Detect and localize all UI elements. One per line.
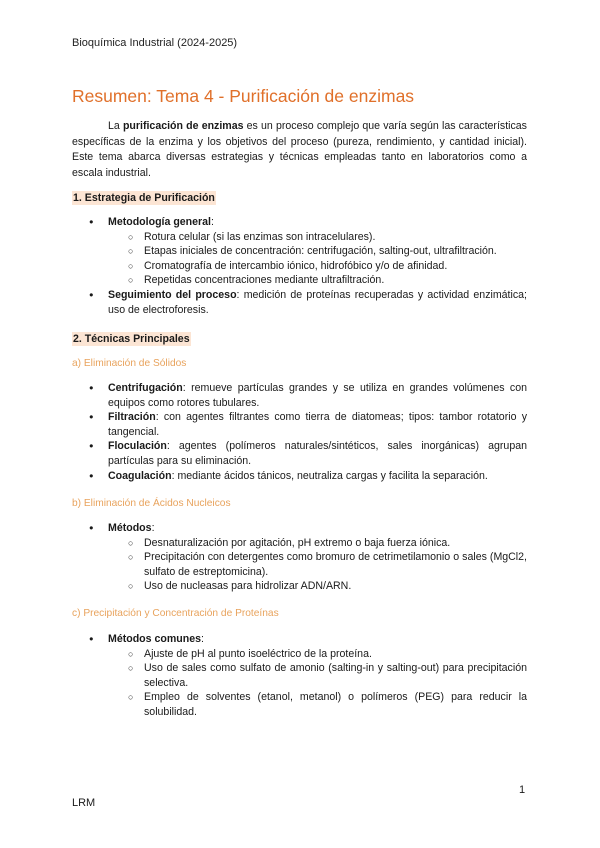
intro-bold-term: purificación de enzimas — [122, 120, 244, 132]
list-item — [72, 410, 527, 439]
item-label: Metodología general — [108, 216, 212, 228]
nucleic-acids-list — [72, 521, 527, 594]
list-item — [72, 632, 527, 720]
list-item — [72, 288, 527, 317]
item-label: Métodos — [108, 522, 152, 534]
list-item — [72, 439, 527, 468]
item-text: : remueve partículas grandes y se utiliza en grandes volúmenes con equipos como rotores tubulares. — [108, 382, 527, 409]
sub-list — [108, 536, 527, 594]
page-number: 1 — [519, 784, 526, 796]
section-heading-techniques: 2. Técnicas Principales — [73, 333, 190, 345]
sub-list-item: ○ Uso de sales como sulfato de amonio (salting-in y salting-out) para precipitación selectiva. — [108, 661, 527, 690]
item-text: : — [211, 216, 214, 228]
item-text: : mediante ácidos tánicos, neutraliza cargas y facilita la separación. — [171, 469, 488, 482]
document-title: Resumen: Tema 4 - Purificación de enzimas — [72, 86, 415, 106]
item-text: : — [151, 522, 155, 534]
sub-list-item: ○ Uso de nucleasas para hidrolizar ADN/ARN. — [108, 579, 527, 594]
sub-list-item: ○ Repetidas concentraciones mediante ultrafiltración. — [108, 273, 527, 288]
sub-list-item: ○ Cromatografía de intercambio iónico, hidrofóbico y/o de afinidad. — [108, 259, 527, 274]
subheading-nucleic-acids: b) Eliminación de Ácidos Nucleicos — [72, 498, 231, 509]
sub-list — [108, 230, 527, 288]
subheading-solids: a) Eliminación de Sólidos — [72, 358, 187, 369]
item-label: Coagulación — [108, 469, 172, 482]
list-item — [72, 381, 527, 410]
item-text: : — [201, 633, 204, 645]
item-label: Floculación — [108, 440, 167, 453]
item-text: : medición de proteínas recuperadas y actividad enzimática; uso de electroforesis. — [108, 288, 527, 316]
item-text: : agentes (polímeros naturales/sintéticos, sales inorgánicas) agrupan partículas para su eliminación. — [108, 440, 527, 467]
intro-text-post: es un proceso complejo que varía según las características específicas de la enzima y los objetivos del proceso (pureza, rendimiento, y cantidad inicial). Este tema abarca diversas estrategias y técnicas empleadas tanto en laboratorios como a escala industrial. — [72, 120, 527, 179]
section-heading-strategy: 1. Estrategia de Purificación — [73, 192, 215, 204]
item-label: Filtración — [108, 411, 156, 424]
item-label: Seguimiento del proceso — [108, 288, 237, 301]
running-header: Bioquímica Industrial (2024-2025) — [72, 37, 238, 49]
item-text: : con agentes filtrantes como tierra de diatomeas; tipos: tambor rotatorio y tangencial. — [108, 411, 527, 438]
sub-list-item: ○ Ajuste de pH al punto isoeléctrico de la proteína. — [108, 647, 527, 662]
list-item — [72, 215, 527, 288]
strategy-list — [72, 215, 527, 317]
sub-list-item: ○ Desnaturalización por agitación, pH extremo o baja fuerza iónica. — [108, 536, 527, 551]
sub-list-item: ○ Etapas iniciales de concentración: centrifugación, salting-out, ultrafiltración. — [108, 244, 527, 259]
subheading-precipitation: c) Precipitación y Concentración de Proteínas — [72, 608, 279, 619]
footer-initials: LRM — [72, 797, 96, 809]
sub-list-item: ○ Precipitación con detergentes como bromuro de cetrimetilamonio o sales (MgCl2, sulfato de estreptomicina). — [108, 550, 527, 579]
list-item — [72, 469, 527, 484]
sub-list-item: ○ Empleo de solventes (etanol, metanol) o polímeros (PEG) para reducir la solubilidad. — [108, 690, 527, 719]
sub-list-item: ○ Rotura celular (si las enzimas son intracelulares). — [108, 230, 527, 245]
list-item — [72, 521, 527, 594]
intro-text-pre: La — [108, 120, 123, 132]
intro-paragraph — [72, 119, 527, 181]
precipitation-list — [72, 632, 527, 720]
sub-list — [108, 647, 527, 720]
item-label: Centrifugación — [108, 382, 183, 394]
solids-list — [72, 381, 527, 483]
item-label: Métodos comunes — [108, 633, 202, 645]
